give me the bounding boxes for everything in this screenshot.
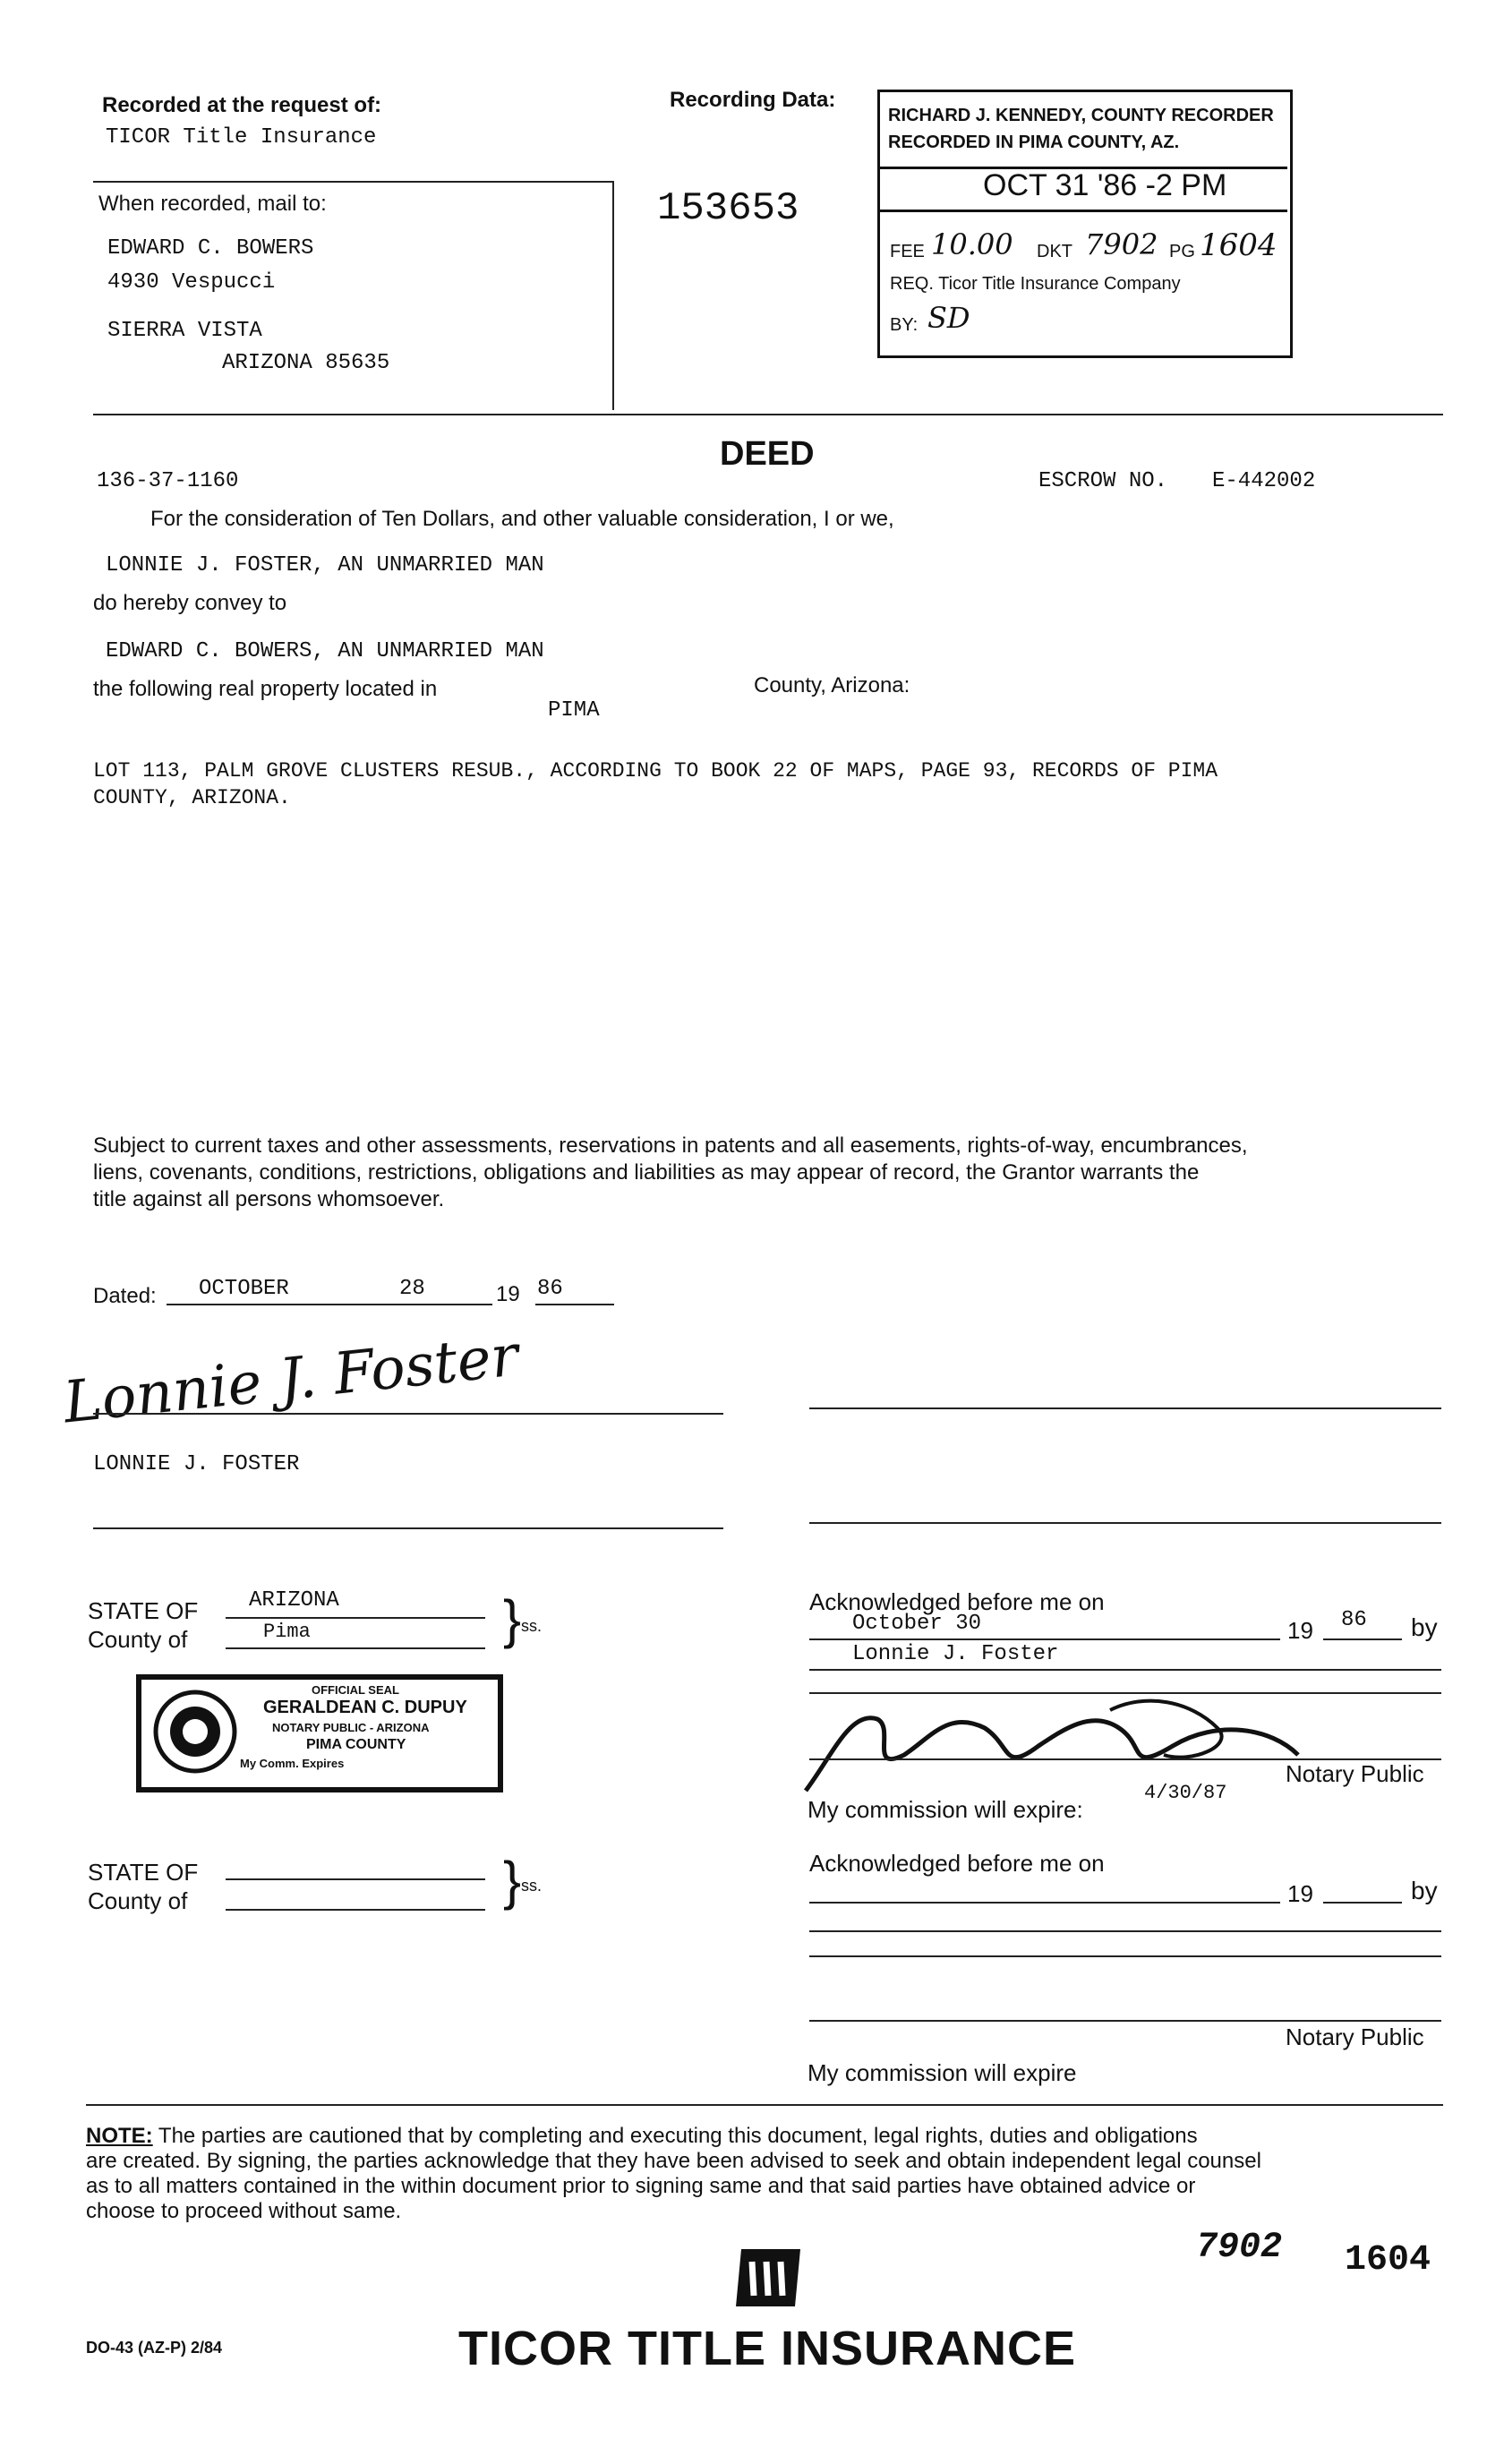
pg-label: PG [1169,242,1195,261]
notary1-brace: } [503,1589,522,1649]
brand-name: TICOR TITLE INSURANCE [458,2322,1076,2375]
header-rule [93,414,1443,415]
seal-line-1: OFFICIAL SEAL [312,1683,399,1697]
notary2-signature-line [809,2020,1441,2022]
escrow-label: ESCROW NO. [1038,469,1168,493]
dated-day: 28 [399,1277,425,1301]
notary1-ack-label: Acknowledged before me on [809,1588,1105,1615]
notary1-county-value: Pima [263,1621,311,1643]
dkt-label: DKT [1037,242,1072,261]
county-label: County, Arizona: [754,673,910,697]
grantor-signature: Lonnie J. Foster [60,1322,522,1437]
recorded-request-value: TICOR Title Insurance [106,125,377,150]
notary2-year-line [1323,1902,1402,1904]
note-line-4: choose to proceed without same. [86,2199,402,2223]
seal-line-5: My Comm. Expires [240,1757,345,1770]
dated-year-prefix: 19 [496,1282,520,1306]
grantor: LONNIE J. FOSTER, AN UNMARRIED MAN [106,553,544,578]
consideration-text: For the consideration of Ten Dollars, and other valuable consideration, I or we, [150,507,894,531]
property-intro: the following real property located in [93,677,438,701]
by-value: SD [927,301,970,335]
notary2-by-label: by [1411,1877,1438,1904]
document-number: 153653 [657,186,799,231]
footer-rule [86,2104,1443,2106]
dkt-value: 7902 [1085,227,1158,261]
mail-state-zip: ARIZONA 85635 [222,351,390,375]
notary2-ack-label: Acknowledged before me on [809,1850,1105,1877]
subject-line-3: title against all persons whomsoever. [93,1187,445,1211]
notary2-state-label: STATE OF [88,1859,199,1886]
seal-line-2: GERALDEAN C. DUPUY [263,1698,467,1717]
signature-line-3 [93,1527,723,1529]
state-seal-icon [150,1687,240,1776]
escrow-value: E-442002 [1212,469,1316,493]
fee-value: 10.00 [931,227,1013,261]
form-code: DO-43 (AZ-P) 2/84 [86,2339,223,2357]
notary2-ss: ss. [521,1877,543,1895]
mail-street: 4930 Vespucci [107,270,276,295]
notary1-ss: ss. [521,1617,543,1635]
dated-month: OCTOBER [199,1277,289,1301]
seal-line-3: NOTARY PUBLIC - ARIZONA [272,1721,430,1734]
notary-seal [136,1674,503,1792]
notary1-commission-label: My commission will expire: [808,1796,1083,1823]
notary2-brace: } [503,1851,522,1911]
seal-line-4: PIMA COUNTY [306,1737,406,1752]
notary1-public-label: Notary Public [1286,1760,1424,1787]
notary1-commission-value: 4/30/87 [1144,1782,1227,1804]
notary1-state-label: STATE OF [88,1597,199,1624]
recorder-line2: RECORDED IN PIMA COUNTY, AZ. [888,133,1180,152]
note-line-1-text: The parties are cautioned that by completing and executing this document, legal rights, duties and obligations [152,2124,1198,2148]
recording-data-label: Recording Data: [670,88,836,112]
notary1-year-value: 86 [1341,1608,1367,1632]
by-label: BY: [890,315,919,335]
notary2-public-label: Notary Public [1286,2023,1424,2050]
stamp-divider-2 [877,210,1287,212]
mail-to-label: When recorded, mail to: [98,192,327,216]
mail-name: EDWARD C. BOWERS [107,236,314,261]
notary1-by-label: by [1411,1613,1438,1641]
signature-line-2 [809,1407,1441,1409]
notary1-county-label: County of [88,1626,188,1653]
notary2-extra-line [809,1955,1441,1957]
signature-line-4 [809,1522,1441,1524]
fee-label: FEE [890,242,925,261]
note-line-1 [86,2124,1198,2149]
county-value: PIMA [548,698,600,723]
notary1-year-line [1323,1638,1402,1640]
dated-year: 86 [537,1277,563,1301]
legal-line-1: LOT 113, PALM GROVE CLUSTERS RESUB., ACCORDING TO BOOK 22 OF MAPS, PAGE 93, RECORDS OF PIMA [93,759,1218,783]
footer-page: 1604 [1345,2240,1431,2280]
notary2-commission-label: My commission will expire [808,2059,1077,2086]
notary1-state-value: ARIZONA [249,1588,339,1613]
notary1-county-line [226,1647,485,1649]
pg-value: 1604 [1200,227,1278,263]
notary1-state-line [226,1617,485,1619]
dated-line [167,1304,492,1305]
dated-year-line [535,1304,614,1305]
footer-docket: 7902 [1196,2228,1283,2268]
parcel-number: 136-37-1160 [97,469,239,493]
notary2-name-line [809,1930,1441,1932]
notary1-ack-line [809,1638,1280,1640]
signer-name: LONNIE J. FOSTER [93,1452,300,1476]
req-text: REQ. Ticor Title Insurance Company [890,274,1181,294]
note-label: NOTE: [86,2124,153,2148]
note-line-3: as to all matters contained in the within document prior to signing same and that said parties have obtained advice or [86,2174,1196,2198]
mail-city: SIERRA VISTA [107,319,262,343]
signature-line-1 [93,1413,723,1415]
notary1-year-prefix: 19 [1287,1617,1313,1644]
dated-label: Dated: [93,1284,157,1308]
subject-line-2: liens, covenants, conditions, restrictions, obligations and liabilities as may appear of record, the Grantor warrants the [93,1160,1200,1185]
grantee: EDWARD C. BOWERS, AN UNMARRIED MAN [106,639,544,663]
legal-line-2: COUNTY, ARIZONA. [93,786,291,809]
notary-signature-mark [770,1674,1307,1800]
notary2-county-label: County of [88,1887,188,1914]
note-line-2: are created. By signing, the parties acknowledge that they have been advised to seek and obtain independent legal counsel [86,2149,1261,2173]
notary2-county-line [226,1909,485,1911]
recorded-request-label: Recorded at the request of: [102,93,382,117]
notary1-name-line [809,1669,1441,1671]
recorded-date-time: OCT 31 '86 -2 PM [983,168,1227,202]
ticor-logo-icon [732,2244,806,2312]
subject-line-1: Subject to current taxes and other assessments, reservations in patents and all easements, rights-of-way, encumbrances, [93,1134,1248,1158]
notary1-ack-name: Lonnie J. Foster [852,1642,1059,1666]
notary2-state-line [226,1878,485,1880]
recorder-line1: RICHARD J. KENNEDY, COUNTY RECORDER [888,106,1274,125]
notary1-ack-date: October 30 [852,1612,982,1636]
deed-title: DEED [720,435,815,473]
notary2-ack-line [809,1902,1280,1904]
notary2-year-prefix: 19 [1287,1880,1313,1907]
convey-text: do hereby convey to [93,591,287,615]
